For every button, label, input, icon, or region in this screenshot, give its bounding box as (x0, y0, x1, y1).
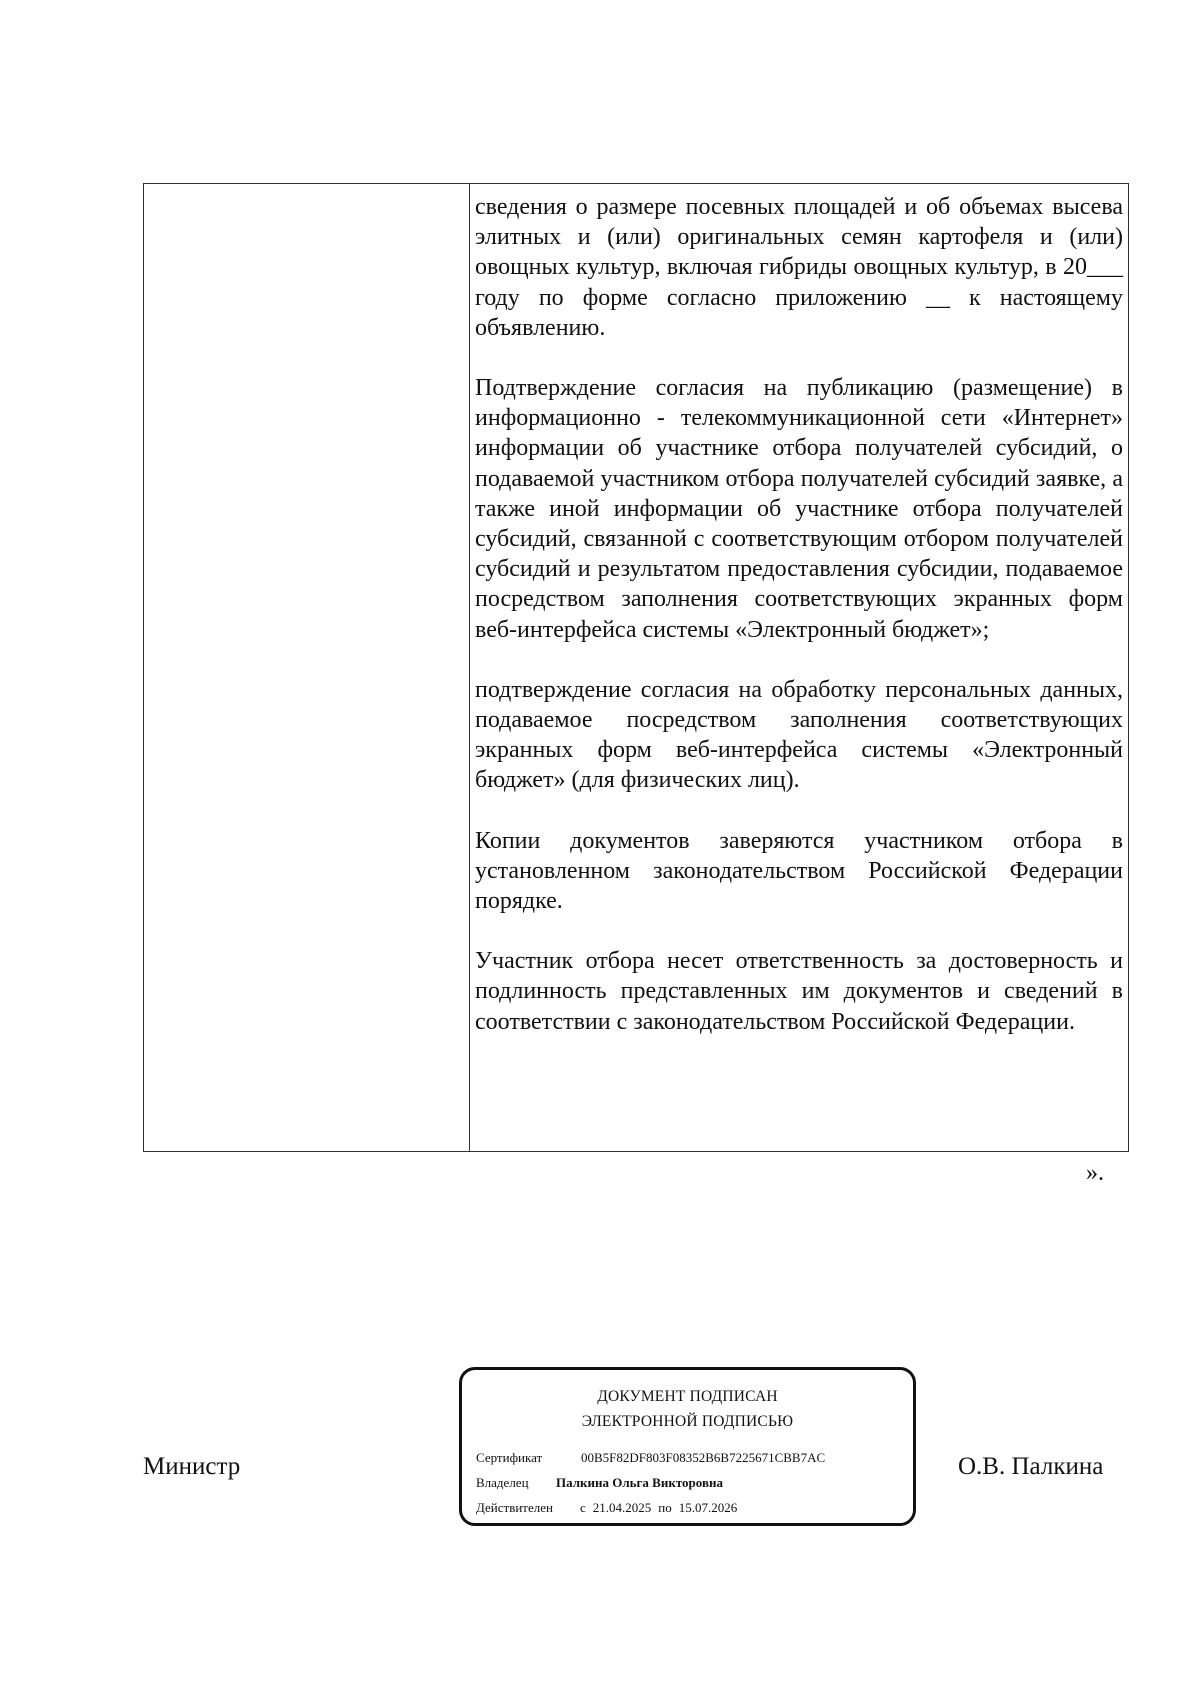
table-left-column (144, 184, 470, 1151)
signer-name: О.В. Палкина (958, 1453, 1104, 1480)
paragraph-document-copies: Копии документов заверяются участником отбора в установленном законодательством Российской Федерации порядке. (475, 827, 1123, 915)
stamp-valid-from: 21.04.2025 (592, 1500, 652, 1515)
stamp-heading (462, 1384, 913, 1434)
electronic-signature-stamp (459, 1367, 916, 1526)
stamp-validity-row (476, 1495, 913, 1520)
stamp-certificate-row (476, 1445, 913, 1470)
paragraph-responsibility: Участник отбора несет ответственность за достоверность и подлинность представленных им документов и сведений в соответствии с законодательством Российской Федерации. (475, 948, 1123, 1035)
stamp-certificate-label: Сертификат (476, 1450, 543, 1465)
stamp-owner-value: Палкина Ольга Викторовна (556, 1475, 723, 1490)
stamp-validity-label: Действителен (476, 1500, 553, 1515)
stamp-valid-to-prefix: по (658, 1500, 672, 1515)
stamp-heading-line2: ЭЛЕКТРОННОЙ ПОДПИСЬЮ (581, 1413, 794, 1430)
paragraph-publication-consent: Подтверждение согласия на публикацию (размещение) в информационно - телекоммуникационной сети «Интернет» информации об участнике отбора получателей субсидий, о подаваемой участником отбора получателей субсидий заявке, а также иной информации об участнике отбора получателей субсидий, связанной с соответствующим отбором получателей субсидий и результатом предоставления субсидии, подаваемое посредством заполнения соответствующих экранных форм веб-интерфейса системы «Электронный бюджет»; (475, 375, 1123, 643)
stamp-owner-row (476, 1470, 913, 1495)
paragraph-personal-data-consent: подтверждение согласия на обработку персональных данных, подаваемое посредством заполнения соответствующих экранных форм веб-интерфейса системы «Электронный бюджет» (для физических лиц). (475, 676, 1123, 794)
stamp-details (462, 1445, 913, 1520)
stamp-valid-from-prefix: с (580, 1500, 586, 1515)
requirements-table (143, 183, 1129, 1152)
paragraph-sowing-info: сведения о размере посевных площадей и об объемах высева элитных и (или) оригинальных семян картофеля и (или) овощных культур, включая гибриды овощных культур, в 20___ году по форме согласно приложению __ к настоящему объявлению. (475, 194, 1123, 341)
stamp-heading-line1: ДОКУМЕНТ ПОДПИСАН (597, 1388, 778, 1405)
signer-title: Министр (143, 1453, 241, 1480)
stamp-owner-label: Владелец (476, 1475, 529, 1490)
closing-quote: ». (1086, 1160, 1104, 1186)
stamp-valid-to: 15.07.2026 (678, 1500, 738, 1515)
stamp-certificate-value: 00B5F82DF803F08352B6B7225671CBB7AC (581, 1450, 826, 1465)
table-right-column (470, 184, 1128, 1151)
